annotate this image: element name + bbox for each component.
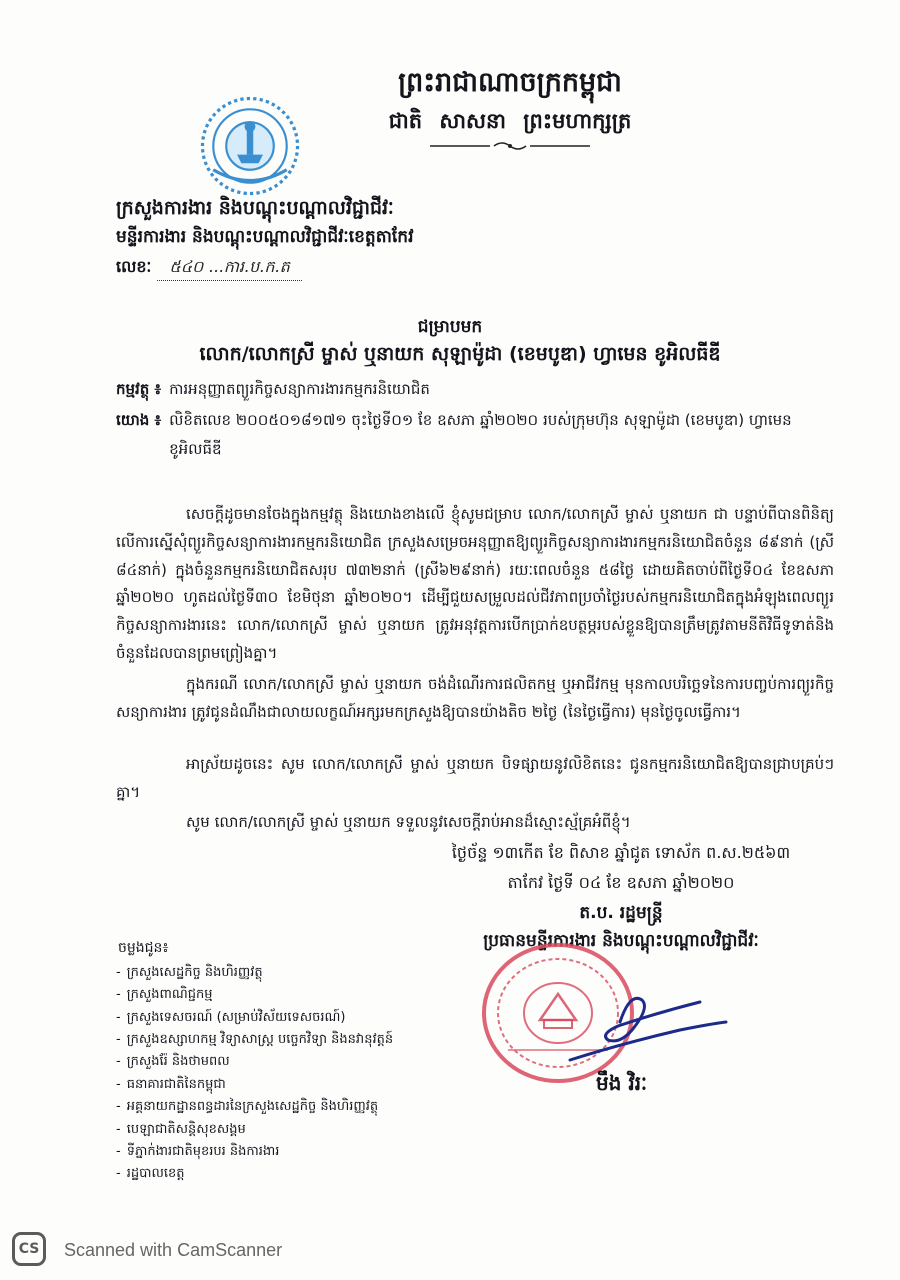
ref-label: លេខៈ [116,257,152,276]
department-name: មន្ទីរការងារ និងបណ្តុះបណ្តាលវិជ្ជាជីវៈខេត្តតាកែវ [116,227,414,247]
reference-line [116,406,836,463]
solar-date: តាកែវ ថ្ងៃទី ០៤ ខែ ឧសភា ឆ្នាំ២០២០ [507,873,735,892]
cc-item: - ក្រសួងទេសចរណ៍ (សម្រាប់វិស័យទេសចរណ៍) [116,1009,346,1025]
cc-item: - បេឡាជាតិសន្តិសុខសង្គម [116,1121,246,1137]
national-motto: ជាតិ សាសនា ព្រះមហាក្សត្រ [388,109,632,133]
camscanner-logo-icon: CS [12,1232,46,1266]
ref-number: ៥៤០ ...ការ.ប.ក.ត [157,256,301,281]
signer-name: មឹង វិរៈ [596,1071,648,1095]
cc-item: - ក្រសួងពាណិជ្ជកម្ម [116,987,213,1003]
subject-text: ការអនុញ្ញាតព្យួរកិច្ចសន្យាការងារកម្មករនិយោជិត [169,380,430,398]
ministry-name: ក្រសួងការងារ និងបណ្តុះបណ្តាលវិជ្ជាជីវៈ [116,197,394,219]
body-paragraph-3: អាស្រ័យដូចនេះ សូម លោក/លោកស្រី ម្ចាស់ ឬនាយក បិទផ្សាយនូវលិខិតនេះ ជូនកម្មករនិយោជិតឱ្យបានជ្រាបគ្រប់ៗគ្នា។ [116,755,834,801]
cc-title: ចម្លងជូន៖ [118,940,169,956]
subject-line [116,380,816,402]
cc-item: - ក្រសួងរ៉ែ និងថាមពល [116,1054,230,1070]
ministry-logo-icon [196,92,304,200]
reference-label: យោង ៖ [116,411,162,429]
on-behalf-of: ត.ប. រដ្ឋមន្ត្រី [579,903,663,923]
cc-item: - ក្រសួងឧស្សាហកម្ម វិទ្យាសាស្ត្រ បច្ចេកវិទ្យា និងនវានុវត្តន៍ [116,1032,394,1048]
body-paragraph-1: សេចក្តីដូចមានចែងក្នុងកម្មវត្ថុ និងយោងខាងលើ ខ្ញុំសូមជម្រាប លោក/លោកស្រី ម្ចាស់ ឬនាយក ជា បន្ទាប់ពីបានពិនិត្យលើការស្នើសុំព្យួរកិច្ចសន្យាការងារកម្មករនិយោជិត ក្រសួងសម្រេចអនុញ្ញាតឱ្យព្យួរកិច្ចសន្យាការងារកម្មករនិយោជិតចំនួន ៨៩នាក់ (ស្រី ៨៤នាក់) ក្នុងចំនួនកម្មករនិយោជិតសរុប ៧៣២នាក់ (ស្រី៦២៩នាក់) រយៈពេលចំនួន ៥៨ថ្ងៃ ដោយគិតចាប់ពីថ្ងៃទី០៤ ខែឧសភា ឆ្នាំ២០២០ ហូតដល់ថ្ងៃទី៣០ ខែមិថុនា ឆ្នាំ២០២០។ ដើម្បីជួយសម្រួលដល់ជីវភាពប្រចាំថ្ងៃរបស់កម្មករនិយោជិតក្នុងអំឡុងពេលព្យួរកិច្ចសន្យាការងារនេះ លោក/លោកស្រី ម្ចាស់ ឬនាយក ត្រូវអនុវត្តការបើកប្រាក់ឧបត្ថម្ភរបស់ខ្លួនឱ្យបានត្រឹមត្រូវតាមនីតិវិធីទូទាត់និងចំនួនដែលបានព្រមព្រៀងគ្នា។ [116,505,834,662]
cc-item: - ក្រសួងសេដ្ឋកិច្ច និងហិរញ្ញវត្ថុ [116,965,263,980]
reference-number [116,256,302,281]
subject-label: កម្មវត្ថុ ៖ [116,380,162,398]
reference-text: លិខិតលេខ ២០០៥០១៨១៧១ ចុះថ្ងៃទី០១ ខែ ឧសភា ឆ្នាំ២០២០ របស់ក្រុមហ៊ុន សុឡាម៉ូដា (ខេមបូឌា) ហ្វាមេន ខូអិលធីឌី [169,411,792,458]
body-paragraph-closing: សូម លោក/លោកស្រី ម្ចាស់ ឬនាយក ទទួលនូវសេចក្តីរាប់អានដ៏ស្មោះស្ម័គ្រអំពីខ្ញុំ។ [186,813,631,831]
recipient-name: លោក/លោកស្រី ម្ចាស់ ឬនាយក សុឡាម៉ូដា (ខេមបូឌា) ហ្វាមេន ខូអិលធីឌី [199,343,721,365]
cc-item: - ធនាគារជាតិនៃកម្ពុជា [116,1076,226,1092]
lunar-date: ថ្ងៃច័ន្ទ ១៣កើត ខែ ពិសាខ ឆ្នាំជូត ទោស័ក ព.ស.២៥៦៣ [451,843,791,862]
ornament-divider-icon [430,140,590,152]
scanner-watermark: Scanned with CamScanner [64,1240,283,1260]
cc-item: - អគ្គនាយកដ្ឋានពន្ធដារនៃក្រសួងសេដ្ឋកិច្ច និងហិរញ្ញវត្ថុ [116,1099,379,1115]
signer-title: ប្រធានមន្ទីរការងារ និងបណ្តុះបណ្តាលវិជ្ជាជីវៈ [483,931,759,951]
kingdom-title: ព្រះរាជាណាចក្រកម្ពុជា [398,67,622,98]
cc-list [116,962,416,1186]
body-paragraph-2: ក្នុងករណី លោក/លោកស្រី ម្ចាស់ ឬនាយក ចង់ដំណើរការផលិតកម្ម ឬអាជីវកម្ម មុនកាលបរិច្ឆេទនៃការបញ្ចប់ការព្យួរកិច្ចសន្យាការងារ ត្រូវជូនដំណឹងជាលាយលក្ខណ៍អក្សរមកក្រសួងឱ្យបានយ៉ាងតិច ២ថ្ងៃ (នៃថ្ងៃធ្វើការ) មុនថ្ងៃចូលធ្វើការ។ [116,675,834,721]
handwritten-signature-icon [560,982,730,1072]
salutation-label: ជម្រាបមក [417,317,483,337]
cc-item: - រដ្ឋបាលខេត្ត [116,1166,185,1182]
cc-item: - ទីភ្នាក់ងារជាតិមុខរបរ និងការងារ [116,1143,280,1159]
